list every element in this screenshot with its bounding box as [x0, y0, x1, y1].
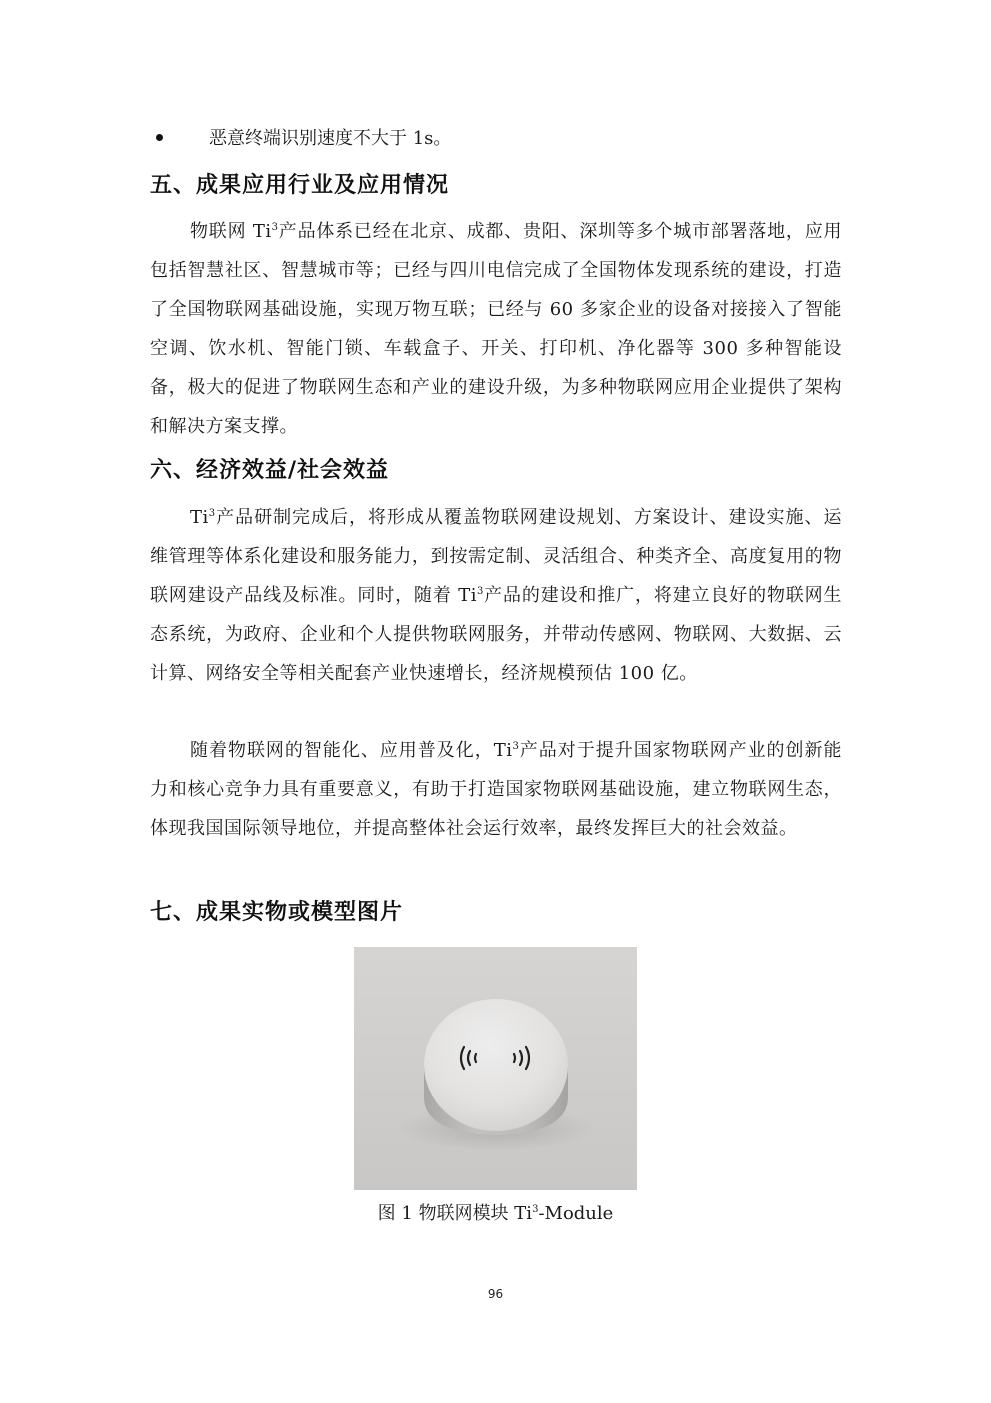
section-heading-6: 六、经济效益/社会效益 [150, 458, 390, 483]
caption-text: 图 1 物联网模块 Ti [377, 1203, 533, 1224]
bullet-text: 恶意终端识别速度不大于 1s。 [209, 128, 452, 149]
section-6-paragraph-1 [150, 498, 842, 693]
paragraph-text: 随着物联网的智能化、应用普及化，Ti [190, 740, 513, 761]
section-heading-7: 七、成果实物或模型图片 [150, 900, 404, 925]
section-6-paragraph-2 [150, 731, 842, 848]
superscript: 3 [532, 1204, 539, 1215]
paragraph-text: 物联网 Ti [190, 221, 272, 242]
superscript: 3 [476, 586, 484, 597]
bullet-item [150, 124, 850, 154]
section-5-paragraph [150, 212, 842, 446]
superscript: 3 [512, 741, 520, 752]
paragraph-text: 产品研制完成后，将形成从覆盖物联网建设规划、方案设计、建设实施、运维管理等体系化建设和服务能力，到按需定制、灵活组合、种类齐全、高度复用的物联网建设产品线及标准。同时，随着 Ti [150, 507, 842, 606]
superscript: 3 [271, 222, 279, 233]
paragraph-text: 产品体系已经在北京、成都、贵阳、深圳等多个城市部署落地，应用包括智慧社区、智慧城市等；已经与四川电信完成了全国物体发现系统的建设，打造了全国物联网基础设施，实现万物互联；已经与 60 多家企业的设备对接接入了智能空调、饮水机、智能门锁、车载盒子、开关、打印机、净化器等 300 多种智能设备，极大的促进了物联网生态和产业的建设升级，为多种物联网应用企业提供了架构和解决方案支撑。 [150, 221, 843, 437]
paragraph-text: Ti [190, 507, 209, 528]
page-number: 96 [487, 1287, 504, 1301]
product-photo [354, 947, 637, 1190]
bullet-dot-icon [156, 134, 163, 141]
paragraph-text: 产品对于提升国家物联网产业的创新能力和核心竞争力具有重要意义，有助于打造国家物联网基础设施，建立物联网生态，体现我国国际领导地位，并提高整体社会运行效率，最终发挥巨大的社会效益。 [150, 740, 842, 839]
paragraph-text: 产品的建设和推广，将建立良好的物联网生态系统，为政府、企业和个人提供物联网服务，并带动传感网、物联网、大数据、云计算、网络安全等相关配套产业快速增长，经济规模预估 100 亿。 [150, 585, 842, 684]
device-top [424, 999, 568, 1131]
caption-text: -Module [538, 1203, 614, 1224]
section-heading-5: 五、成果应用行业及应用情况 [150, 173, 450, 198]
superscript: 3 [208, 508, 216, 519]
iot-module-illustration [354, 947, 637, 1190]
figure-caption [0, 1200, 991, 1228]
